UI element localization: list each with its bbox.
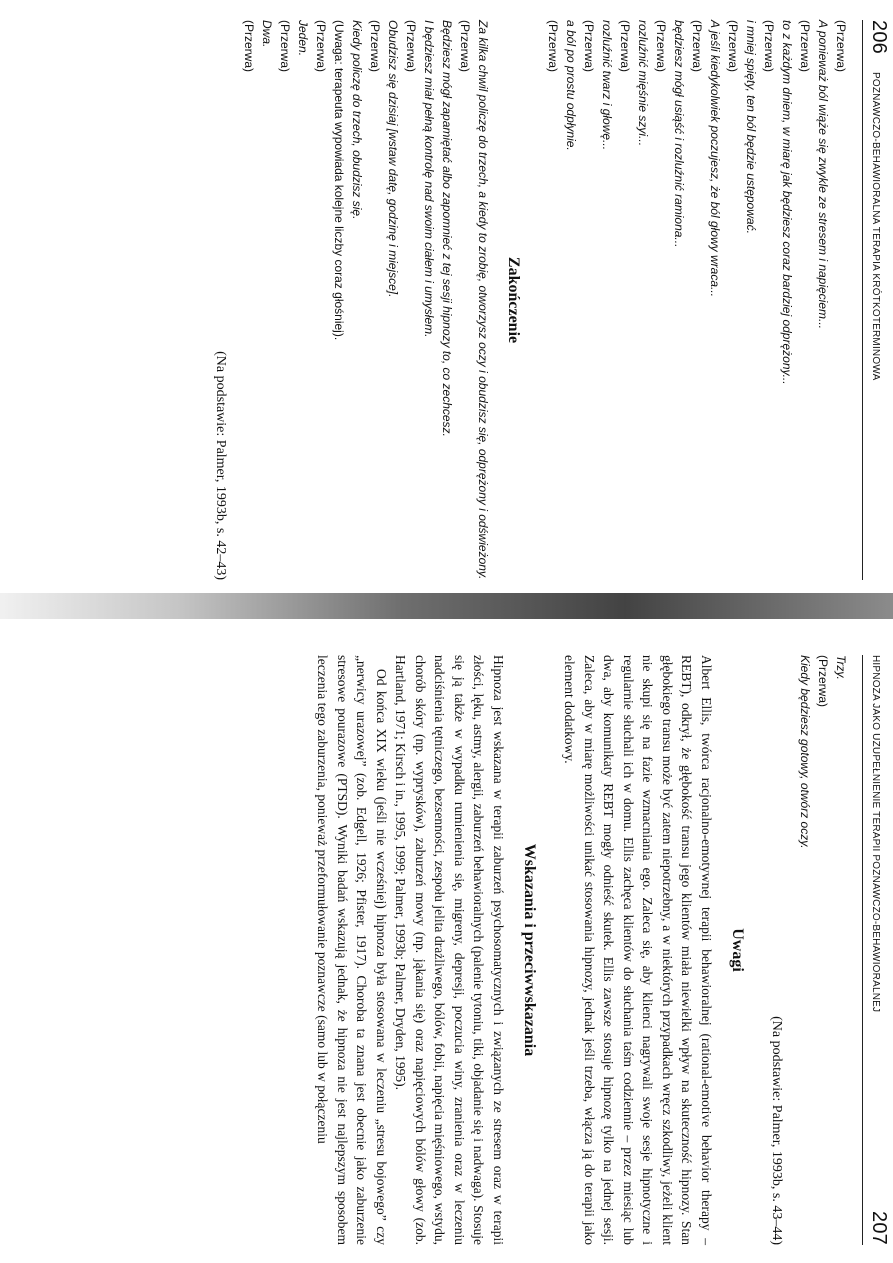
script-line: (Przerwa) <box>314 20 328 73</box>
script-line: a ból po prostu odpłynie. <box>564 20 578 151</box>
right-page <box>30 655 890 1245</box>
script-line: będziesz mógł usiąść i rozluźnić ramiona... <box>672 20 686 248</box>
script-line: Kiedy będziesz gotowy, otwórz oczy. <box>798 655 812 849</box>
script-line: (Przerwa) <box>726 20 740 73</box>
script-line: (Przerwa) <box>798 20 812 73</box>
script-line: Obudzisz się dzisiaj [wstaw datę, godzinę i miejsce]. <box>386 20 400 298</box>
section-heading-indications: Wskazania i przeciwwskazania <box>521 843 538 1057</box>
history-paragraph: Od końca XIX wieku (jeśli nie wcześniej) hipnoza była stosowana w leczeniu „stresu bojowego” czy „nerwicy urazowej” (zob. Edgell, 1926; Pfister, 1917). Choroba ta znana jest obecnie jako zaburzenie stresowe pourazowe (PTSD). Wyniki badań wskazują jednak, że hipnoza nie jest najlepszym sposobem leczenia tego zaburzenia, ponieważ przeformułowanie poznawcze (samo lub w połączeniu <box>315 655 389 1245</box>
script-line: (Przerwa) <box>368 20 382 73</box>
scan-gutter <box>0 593 893 619</box>
script-line: to z każdym dniem, w miarę jak będziesz coraz bardziej odprężony... <box>780 20 794 385</box>
script-line: (Przerwa) <box>834 20 848 73</box>
script-line: (Przerwa) <box>404 20 418 73</box>
script-line: (Przerwa) <box>654 20 668 73</box>
left-page-header <box>867 20 890 580</box>
script-line: Trzy. <box>834 655 848 680</box>
script-line: (Uwaga: terapeuta wypowiada kolejne liczby coraz głośniej). <box>332 20 346 341</box>
script-line: (Przerwa) <box>762 20 776 73</box>
section-heading-notes: Uwagi <box>729 928 746 972</box>
script-line: (Przerwa) <box>546 20 560 73</box>
script-line: (Przerwa) <box>242 20 256 73</box>
script-line: Za kilka chwil policzę do trzech, a kiedy to zrobię, otworzysz oczy i obudzisz się, odprężony i odświeżony. <box>476 20 490 580</box>
script-lines-top <box>544 20 850 580</box>
right-page-header <box>867 655 890 1245</box>
header-rule <box>862 655 863 1245</box>
script-line: (Przerwa) <box>690 20 704 73</box>
script-line: Jeden. <box>296 20 310 57</box>
section-heading: Zakończenie <box>505 256 522 344</box>
script-line: (Przerwa) <box>816 655 830 708</box>
script-line: Dwa. <box>260 20 274 48</box>
header-rule <box>862 20 863 580</box>
script-line: A ponieważ ból wiąże się zwykle ze stresem i napięciem... <box>816 20 830 330</box>
indications-paragraph: Hipnoza jest wskazana w terapii zaburzeń psychosomatycznych i związanych ze stresem oraz w terapii złości, lęku, astmy, alergii, zaburzeń behawioralnych (palenie tytoniu, tiki, objadanie się i nadwaga). Stosuje się ją także w wypadku rumienienia się, migreny, depresji, poczucia winy, zranienia oraz w leczeniu nadciśnienia tętniczego, bezsenności, zespołu jelita drażliwego, bólów, fobii, napięcia mięśniowego, wstydu, chorób skóry (np. wyprysków), zaburzeń mowy (np. jąkania się) oraz napięciowych bólów głowy (zob. Hartland, 1971; Kirsch i in., 1995, 1999; Palmer, 1993b; Palmer, Dryden, 1995). <box>393 655 506 1245</box>
page-number: 207 <box>868 1211 890 1245</box>
script-line: (Przerwa) <box>582 20 596 73</box>
running-header: HIPNOZA JAKO UZUPEŁNIENIE TERAPII POZNAWCZO-BEHAWIORALNEJ <box>870 655 881 1013</box>
script-line: I będziesz miał pełną kontrolę nad swoim ciałem i umysłem. <box>422 20 436 338</box>
script-line: i mniej spięty, ten ból będzie ustępować. <box>744 20 758 234</box>
script-line: Będziesz mógł zapamiętać albo zapomnieć z tej sesji hipnozy to, co zechcesz. <box>440 20 454 437</box>
page-number: 206 <box>868 20 890 54</box>
script-line: Kiedy policzę do trzech, obudzisz się. <box>350 20 364 220</box>
source-citation: (Na podstawie: Palmer, 1993b, s. 43–44) <box>769 1016 784 1245</box>
script-line: rozluźnić mięśnie szyi... <box>636 20 650 147</box>
script-lines-top <box>796 655 850 1245</box>
running-header: POZNAWCZO-BEHAWIORALNA TERAPIA KRÓTKOTERMINOWA <box>870 71 881 381</box>
script-lines-bottom <box>240 20 492 580</box>
source-citation: (Na podstawie: Palmer, 1993b, s. 42–43) <box>213 351 228 580</box>
script-line: (Przerwa) <box>618 20 632 73</box>
script-line: (Przerwa) <box>458 20 472 73</box>
left-page <box>30 20 890 580</box>
script-line: (Przerwa) <box>278 20 292 73</box>
script-line: rozluźnić twarz i głowę... <box>600 20 614 151</box>
script-line: A jeśli kiedykolwiek poczujesz, że ból głowy wraca... <box>708 20 722 298</box>
notes-paragraph: Albert Ellis, twórca racjonalno-emotywnej terapii behawioralnej (rational-emotive behavior therapy – REBT), odkrył, że głębokość transu jego klientów miała niewielki wpływ na skuteczność hipnozy. Stan głębokiego transu może być zatem niepotrzebny, a w niektórych przypadkach wręcz szkodliwy, jeżeli klient nie skupi się na fazie wzmacniania ego. Zaleca się, aby klienci nagrywali swoje sesje hipnotyczne i regularnie słuchali ich w domu. Ellis zachęca klientów do słuchania taśm codziennie – przez miesiąc lub dwa, aby komunikaty REBT mogły odnieść skutek. Ellis zawsze stosuje hipnozę tylko na jednej sesji. Zaleca, aby w miarę możliwości unikać stosowania hipnozy, jednak jeśli trzeba, włącza ją do terapii jako element dodatkowy. <box>562 655 714 1245</box>
